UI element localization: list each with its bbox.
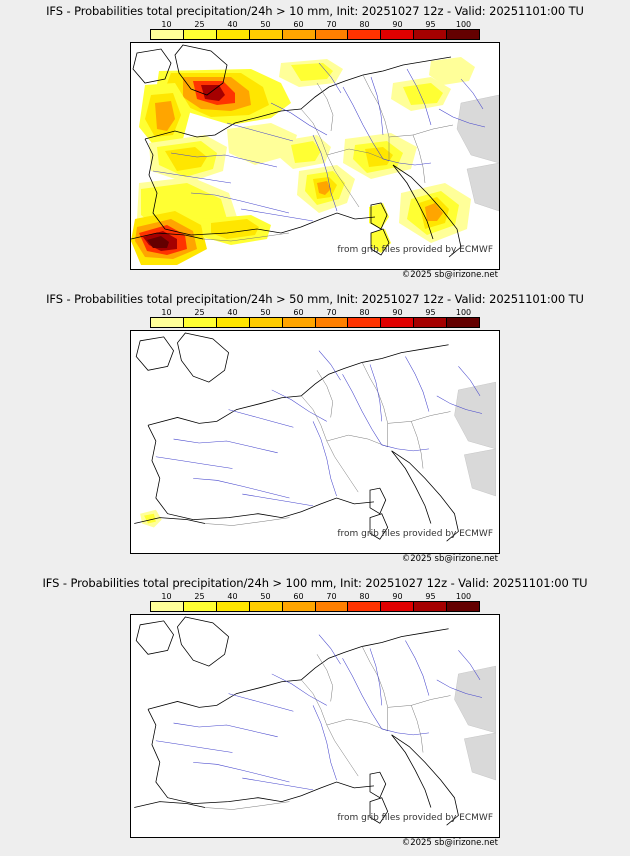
legend-swatch (282, 602, 315, 611)
legend-labels-100mm (150, 592, 480, 601)
legend-swatch (347, 602, 380, 611)
legend-swatch (446, 30, 479, 39)
map-canvas-10mm (131, 43, 499, 269)
legend-swatch (216, 30, 249, 39)
legend-tick: 90 (392, 308, 403, 317)
panel-foot-50mm (0, 554, 630, 572)
legend-tick: 100 (455, 308, 472, 317)
legend-swatch (183, 318, 216, 327)
map-100mm (130, 614, 500, 838)
legend-tick: 90 (392, 592, 403, 601)
legend-swatch (446, 318, 479, 327)
legend-tick: 50 (260, 592, 271, 601)
legend-swatch (347, 30, 380, 39)
legend-colorbar-100mm (150, 601, 480, 612)
legend-swatch (413, 318, 446, 327)
legend-tick: 10 (161, 20, 172, 29)
legend-tick: 60 (293, 592, 304, 601)
legend-tick: 10 (161, 308, 172, 317)
legend-swatch (446, 602, 479, 611)
legend-colorbar-50mm (150, 317, 480, 328)
legend-tick: 95 (425, 592, 436, 601)
legend-tick: 40 (227, 592, 238, 601)
legend-tick: 95 (425, 308, 436, 317)
legend-swatch (413, 30, 446, 39)
legend-tick: 70 (326, 592, 337, 601)
legend-labels-50mm (150, 308, 480, 317)
legend-tick: 10 (161, 592, 172, 601)
legend-swatch (282, 318, 315, 327)
legend-tick: 100 (455, 20, 472, 29)
panel-foot-10mm (0, 270, 630, 288)
panel-threshold-100mm (0, 572, 630, 856)
copyright-100mm: ©2025 sb@irizone.net (401, 838, 498, 848)
panel-foot-100mm (0, 838, 630, 856)
legend-swatch (216, 602, 249, 611)
legend-tick: 80 (359, 20, 370, 29)
legend-colorbar-10mm (150, 29, 480, 40)
legend-tick: 60 (293, 308, 304, 317)
legend-swatch (315, 30, 348, 39)
copyright-10mm: ©2025 sb@irizone.net (401, 270, 498, 280)
legend-tick: 60 (293, 20, 304, 29)
legend-50mm (150, 308, 480, 328)
legend-swatch (347, 318, 380, 327)
map-10mm (130, 42, 500, 270)
ecmwf-attribution-100mm: from grib files provided by ECMWF (337, 813, 493, 823)
map-canvas-100mm (131, 615, 499, 837)
legend-swatch (249, 602, 282, 611)
panel-title-50mm: IFS - Probabilities total precipitation/24h > 50 mm, Init: 20251027 12z - Valid: 20251101:00 TU (46, 292, 584, 306)
legend-tick: 50 (260, 308, 271, 317)
legend-tick: 50 (260, 20, 271, 29)
legend-swatch (249, 318, 282, 327)
legend-tick: 70 (326, 308, 337, 317)
legend-swatch (183, 30, 216, 39)
panel-threshold-10mm (0, 0, 630, 288)
map-50mm (130, 330, 500, 554)
legend-swatch (151, 602, 183, 611)
legend-swatch (183, 602, 216, 611)
legend-swatch (249, 30, 282, 39)
legend-tick: 80 (359, 592, 370, 601)
ecmwf-attribution-50mm: from grib files provided by ECMWF (337, 529, 493, 539)
legend-swatch (216, 318, 249, 327)
legend-swatch (380, 602, 413, 611)
legend-tick: 25 (194, 20, 205, 29)
legend-swatch (282, 30, 315, 39)
legend-10mm (150, 20, 480, 40)
legend-swatch (413, 602, 446, 611)
legend-tick: 90 (392, 20, 403, 29)
legend-tick: 95 (425, 20, 436, 29)
panel-title-100mm: IFS - Probabilities total precipitation/24h > 100 mm, Init: 20251027 12z - Valid: 20251101:00 TU (42, 576, 588, 590)
panel-threshold-50mm (0, 288, 630, 572)
ecmwf-attribution-10mm: from grib files provided by ECMWF (337, 245, 493, 255)
legend-swatch (151, 318, 183, 327)
legend-100mm (150, 592, 480, 612)
legend-tick: 40 (227, 20, 238, 29)
map-canvas-50mm (131, 331, 499, 553)
legend-tick: 80 (359, 308, 370, 317)
legend-swatch (380, 30, 413, 39)
legend-tick: 25 (194, 308, 205, 317)
copyright-50mm: ©2025 sb@irizone.net (401, 554, 498, 564)
legend-tick: 70 (326, 20, 337, 29)
legend-swatch (151, 30, 183, 39)
legend-tick: 100 (455, 592, 472, 601)
legend-labels-10mm (150, 20, 480, 29)
panel-title-10mm: IFS - Probabilities total precipitation/24h > 10 mm, Init: 20251027 12z - Valid: 20251101:00 TU (46, 4, 584, 18)
legend-swatch (315, 602, 348, 611)
legend-tick: 25 (194, 592, 205, 601)
legend-tick: 40 (227, 308, 238, 317)
legend-swatch (315, 318, 348, 327)
legend-swatch (380, 318, 413, 327)
